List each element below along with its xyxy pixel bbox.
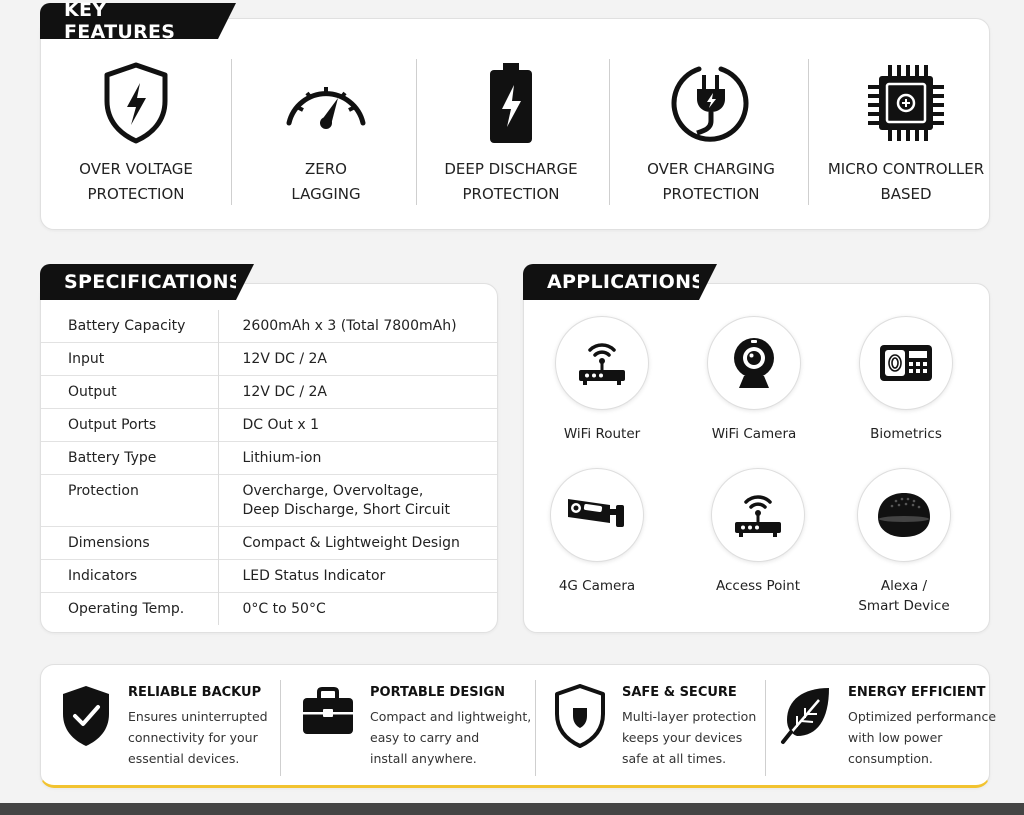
benefit-description: Ensures uninterrupted connectivity for your essential devices. (128, 709, 268, 766)
spec-value: 12V DC / 2A (218, 343, 497, 376)
benefit-title: PORTABLE DESIGN (370, 685, 505, 700)
specifications-title: SPECIFICATIONS (40, 264, 236, 300)
spec-value: LED Status Indicator (218, 560, 497, 593)
benefit-divider (280, 680, 281, 776)
table-row (41, 442, 497, 475)
feature-divider (609, 59, 610, 205)
spec-value: DC Out x 1 (218, 409, 497, 442)
benefit-description: Compact and lightweight, easy to carry and install anywhere. (370, 709, 532, 766)
spec-key: Operating Temp. (41, 593, 218, 626)
feature-label: OVER VOLTAGE PROTECTION (79, 160, 193, 203)
application-label: Access Point (715, 578, 801, 594)
table-row (41, 409, 497, 442)
benefit-description: Optimized performance with low power consumption. (848, 709, 997, 766)
application-access-point (683, 468, 833, 596)
application-4g-camera (522, 468, 672, 596)
benefit-safe-secure (552, 684, 756, 769)
application-smart-device (829, 468, 979, 616)
key-features-title: KEY FEATURES (40, 3, 218, 39)
spec-key: Protection (41, 475, 218, 527)
spec-value: 0°C to 50°C (218, 593, 497, 626)
access-point-icon (711, 468, 805, 562)
leaf-icon (778, 684, 834, 754)
feature-divider (808, 59, 809, 205)
spec-value: Overcharge, Overvoltage, Deep Discharge, Short Circuit (218, 475, 497, 527)
bottom-strip (0, 803, 1024, 815)
benefit-divider (535, 680, 536, 776)
smart-speaker-icon (857, 468, 951, 562)
wifi-router-icon (555, 316, 649, 410)
application-label: 4G Camera (558, 578, 636, 594)
cctv-camera-icon (550, 468, 644, 562)
spec-key: Dimensions (41, 527, 218, 560)
application-label: Biometrics (870, 426, 942, 442)
benefit-description: Multi-layer protection keeps your devices safe at all times. (622, 709, 757, 766)
table-row (41, 310, 497, 343)
benefit-portable-design (300, 684, 531, 769)
table-row (41, 560, 497, 593)
feature-label: MICRO CONTROLLER BASED (827, 160, 985, 203)
speedometer-icon (231, 59, 421, 147)
table-row (41, 475, 497, 527)
spec-key: Battery Capacity (41, 310, 218, 343)
microchip-icon (811, 59, 1001, 147)
feature-over-charging (616, 59, 806, 207)
benefit-title: RELIABLE BACKUP (128, 685, 262, 700)
feature-over-voltage (41, 59, 231, 207)
battery-charging-icon (416, 59, 606, 147)
table-row (41, 343, 497, 376)
spec-key: Output (41, 376, 218, 409)
biometric-device-icon (859, 316, 953, 410)
spec-value: 12V DC / 2A (218, 376, 497, 409)
application-label: WiFi Router (563, 426, 641, 442)
feature-zero-lagging (231, 59, 421, 207)
briefcase-icon (300, 684, 356, 754)
application-biometrics (831, 316, 981, 444)
shield-icon (552, 684, 608, 754)
feature-label: DEEP DISCHARGE PROTECTION (444, 160, 578, 203)
application-label: WiFi Camera (711, 426, 797, 442)
feature-label: OVER CHARGING PROTECTION (647, 160, 775, 203)
feature-micro-controller (811, 59, 1001, 207)
spec-key: Output Ports (41, 409, 218, 442)
application-wifi-router (527, 316, 677, 444)
spec-key: Indicators (41, 560, 218, 593)
shield-check-icon (58, 684, 114, 754)
key-features-panel (40, 18, 990, 230)
shield-lightning-icon (41, 59, 231, 147)
spec-key: Battery Type (41, 442, 218, 475)
spec-value: Compact & Lightweight Design (218, 527, 497, 560)
benefit-divider (765, 680, 766, 776)
specifications-table (41, 310, 497, 625)
benefit-energy-efficient (778, 684, 996, 769)
table-row (41, 376, 497, 409)
table-row (41, 593, 497, 626)
benefit-title: ENERGY EFFICIENT (848, 685, 986, 700)
application-label: Alexa / Smart Device (858, 578, 950, 614)
feature-label: ZERO LAGGING (291, 160, 361, 203)
applications-title: APPLICATIONS (523, 264, 699, 300)
spec-key: Input (41, 343, 218, 376)
feature-deep-discharge (416, 59, 606, 207)
plug-icon (616, 59, 806, 147)
spec-value: 2600mAh x 3 (Total 7800mAh) (242, 318, 457, 334)
table-row (41, 527, 497, 560)
webcam-icon (707, 316, 801, 410)
application-wifi-camera (679, 316, 829, 444)
spec-value: Lithium-ion (218, 442, 497, 475)
benefit-reliable-backup (58, 684, 268, 769)
benefit-title: SAFE & SECURE (622, 685, 737, 700)
